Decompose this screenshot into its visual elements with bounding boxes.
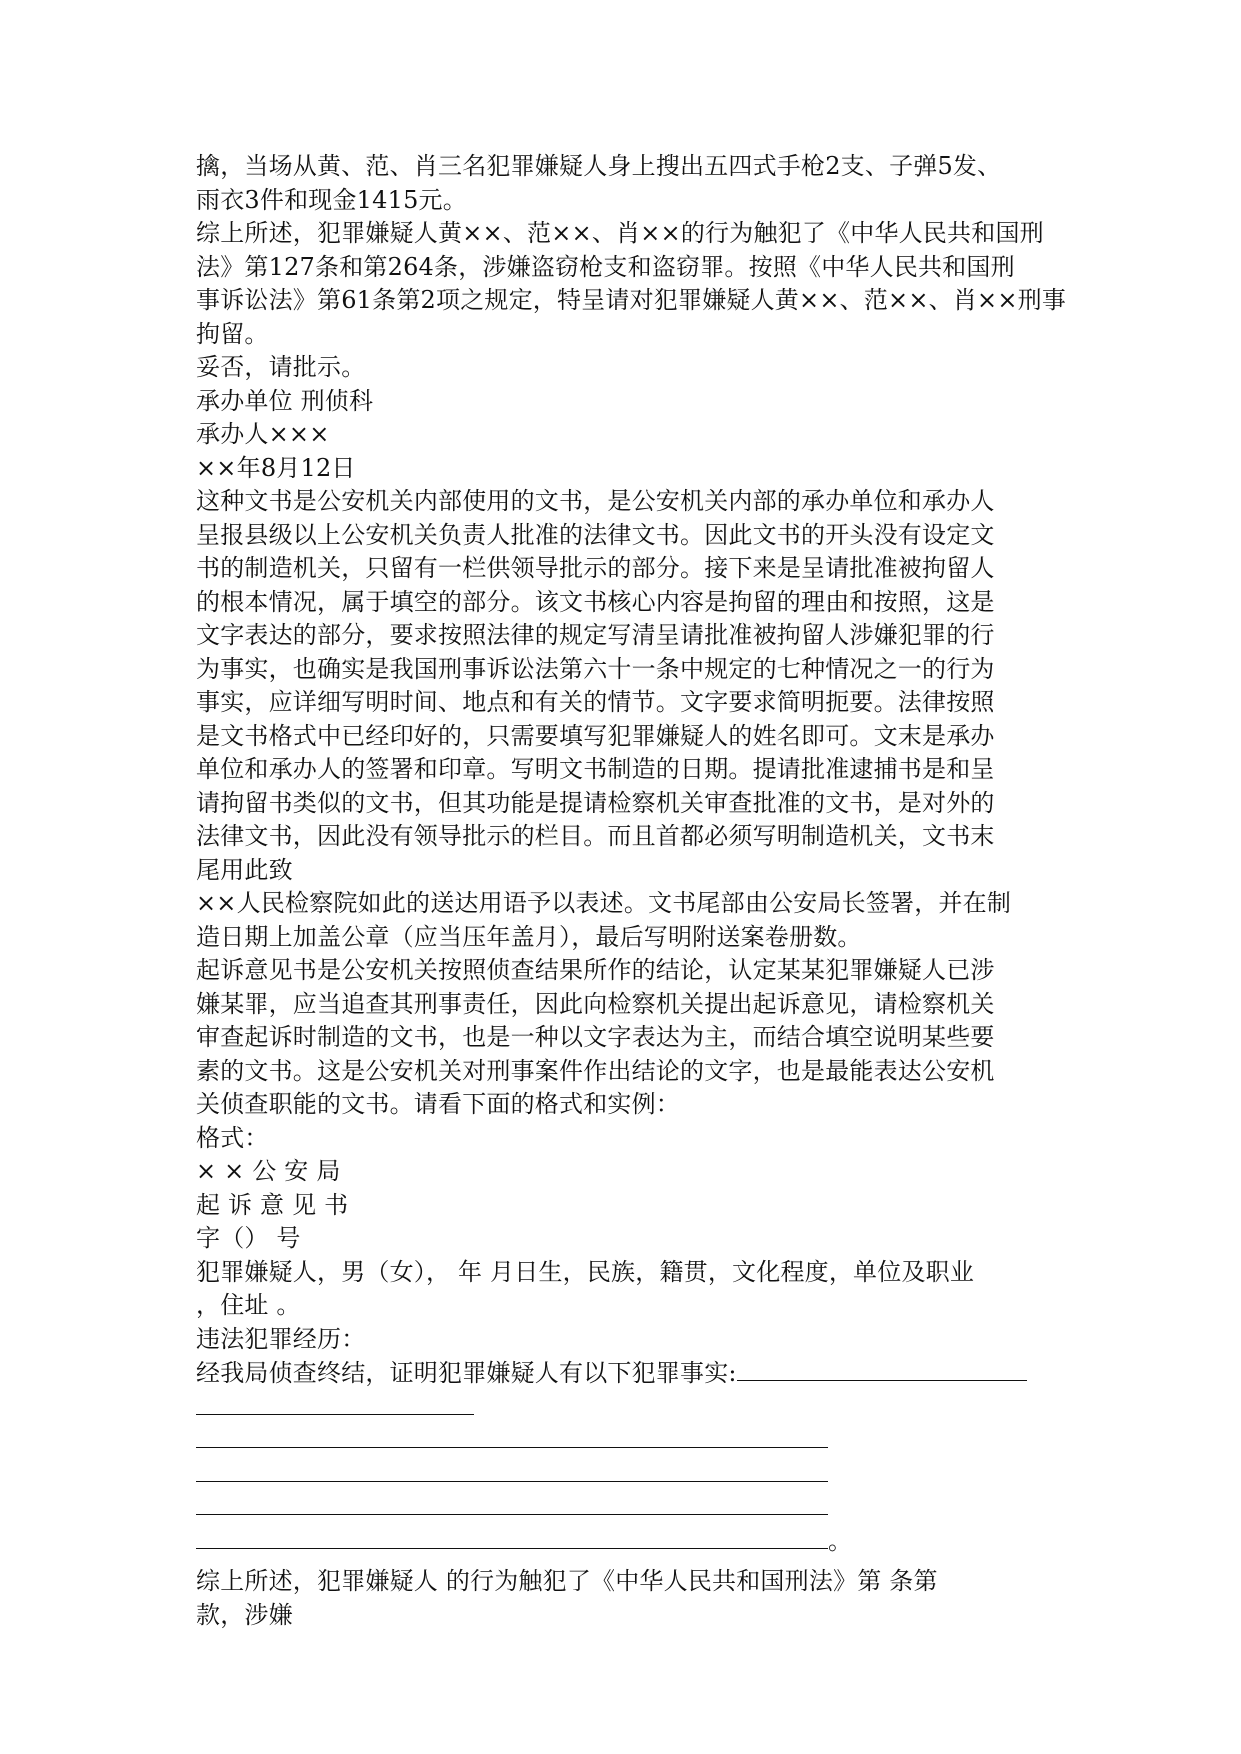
paragraph-line: 事实，应详细写明时间、地点和有关的情节。文字要求简明扼要。法律按照 [196, 688, 995, 716]
paragraph-line: 审查起诉时制造的文书，也是一种以文字表达为主，而结合填空说明某些要 [196, 1023, 995, 1051]
form-blank-row [196, 1390, 1056, 1424]
paragraph-line: 拘留。 [196, 319, 269, 348]
form-title: 起 诉 意 见 书 [196, 1190, 349, 1219]
paragraph-line: 雨衣3件和现金1415元。 [196, 185, 467, 214]
form-suspect-address: ，住址 。 [196, 1291, 301, 1319]
form-blank-row [196, 1524, 1056, 1558]
paragraph-line: 单位和承办人的签署和印章。写明文书制造的日期。提请批准逮捕书是和呈 [196, 755, 995, 783]
paragraph-line: 为事实，也确实是我国刑事诉讼法第六十一条中规定的七种情况之一的行为 [196, 654, 995, 683]
paragraph-line: 尾用此致 [196, 855, 293, 884]
paragraph-line: 起诉意见书是公安机关按照侦查结果所作的结论，认定某某犯罪嫌疑人已涉 [196, 956, 995, 984]
fill-blank-line [196, 1390, 474, 1415]
paragraph-line: 素的文书。这是公安机关对刑事案件作出结论的文字，也是最能表达公安机 [196, 1056, 995, 1085]
paragraph-line: 的根本情况，属于填空的部分。该文书核心内容是拘留的理由和按照，这是 [196, 587, 995, 616]
form-conclusion: 综上所述，犯罪嫌疑人 的行为触犯了《中华人民共和国刑法》第 条第 [196, 1567, 938, 1595]
form-blank-row [196, 1490, 1056, 1524]
form-period: 。 [828, 1526, 853, 1555]
form-blank-row [196, 1457, 1056, 1491]
undertaking-unit: 承办单位 刑侦科 [196, 386, 374, 415]
fill-blank-line [196, 1457, 828, 1482]
paragraph-line: 法律文书，因此没有领导批示的栏目。而且首都必须写明制造机关，文书末 [196, 822, 995, 850]
paragraph-line: 擒，当场从黄、范、肖三名犯罪嫌疑人身上搜出五四式手枪2支、子弹5发、 [196, 152, 1002, 180]
fill-blank-line [196, 1423, 828, 1448]
paragraph-line: 呈报县级以上公安机关负责人批准的法律文书。因此文书的开头没有设定文 [196, 520, 995, 549]
paragraph-line: 这种文书是公安机关内部使用的文书，是公安机关内部的承办单位和承办人 [196, 487, 995, 515]
paragraph-line: 是文书格式中已经印好的，只需要填写犯罪嫌疑人的姓名即可。文末是承办 [196, 721, 995, 750]
form-facts-intro: 经我局侦查终结，证明犯罪嫌疑人有以下犯罪事实: [196, 1359, 737, 1387]
paragraph-line: 嫌某罪，应当追查其刑事责任，因此向检察机关提出起诉意见，请检察机关 [196, 989, 995, 1018]
paragraph-line: 综上所述，犯罪嫌疑人黄××、范××、肖××的行为触犯了《中华人民共和国刑 [196, 219, 1044, 247]
document-date: ××年8月12日 [196, 453, 356, 482]
paragraph-line: 妥否，请批示。 [196, 353, 366, 381]
fill-blank-line [737, 1356, 1027, 1381]
form-number: 字（） 号 [196, 1224, 301, 1252]
paragraph-line: 书的制造机关，只留有一栏供领导批示的部分。接下来是呈请批准被拘留人 [196, 554, 995, 582]
paragraph-line: 文字表达的部分，要求按照法律的规定写清呈请批准被拘留人涉嫌犯罪的行 [196, 621, 995, 649]
paragraph-line: 法》第127条和第264条，涉嫌盗窃枪支和盗窃罪。按照《中华人民共和国刑 [196, 252, 1015, 281]
fill-blank-line [196, 1490, 828, 1515]
paragraph-line: 事诉讼法》第61条第2项之规定，特呈请对犯罪嫌疑人黄××、范××、肖××刑事 [196, 286, 1067, 314]
fill-blank-line [196, 1524, 828, 1549]
form-suspect-info: 犯罪嫌疑人，男（女）， 年 月日生，民族，籍贯，文化程度，单位及职业 [196, 1257, 975, 1286]
form-criminal-history: 违法犯罪经历： [196, 1324, 366, 1353]
undertaker: 承办人××× [196, 420, 330, 448]
paragraph-line: 请拘留书类似的文书，但其功能是提请检察机关审查批准的文书，是对外的 [196, 788, 995, 817]
paragraph-line: ××人民检察院如此的送达用语予以表述。文书尾部由公安局长签署，并在制 [196, 889, 1012, 917]
form-conclusion-continued: 款，涉嫌 [196, 1600, 293, 1629]
form-blank-row [196, 1423, 1056, 1457]
format-heading: 格式： [196, 1123, 269, 1152]
document-body [196, 150, 1067, 1632]
form-agency: × × 公 安 局 [196, 1157, 341, 1185]
form-facts-line [196, 1356, 1056, 1390]
paragraph-line: 关侦查职能的文书。请看下面的格式和实例： [196, 1090, 680, 1118]
paragraph-line: 造日期上加盖公章（应当压年盖月），最后写明附送案卷册数。 [196, 922, 862, 951]
